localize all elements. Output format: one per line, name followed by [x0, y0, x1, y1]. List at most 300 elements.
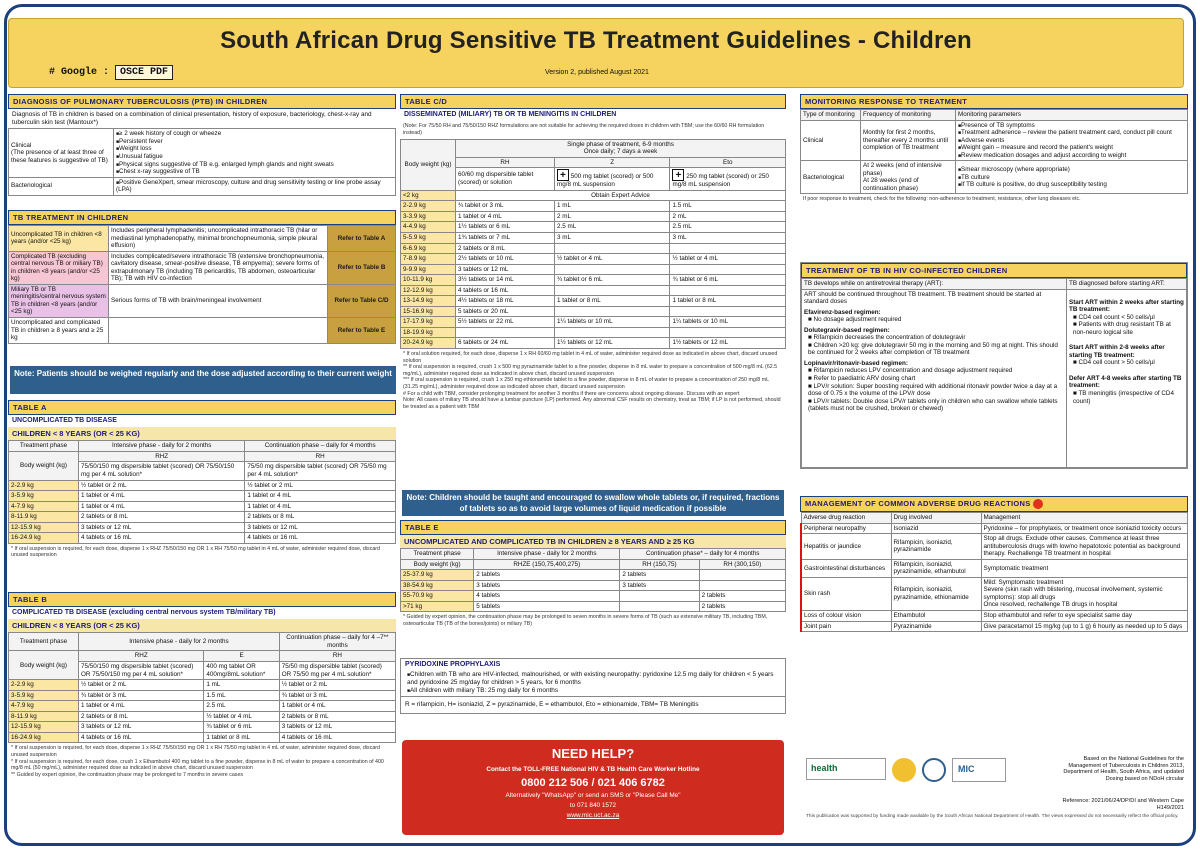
table-row: [401, 211, 786, 222]
diagnosis-title: DIAGNOSIS OF PULMONARY TUBERCULOSIS (PTB) IN CHILDREN: [8, 94, 396, 109]
table-row: [401, 264, 786, 275]
tbtreat-cat: Uncomplicated TB in children <8 years (and/or <25 kg): [9, 226, 109, 252]
dose-cell: 1 tablet or 8 mL: [554, 296, 670, 307]
dose-cell: 3 tablets or 12 mL: [79, 722, 204, 733]
dose-cell: [670, 327, 786, 338]
ta-bw: Body weight (kg): [9, 451, 79, 480]
pyridoxine: [400, 658, 786, 714]
adverse-drug: Rifampicin, isoniazid, pyrazinamide: [891, 534, 981, 560]
note-swallow: Note: Children should be taught and encouraged to swallow whole tablets or, if required, fractions of tablets so as to avoid large volumes of liquid medication if possible: [402, 490, 784, 516]
te-rh2: RH (300,150): [699, 559, 785, 570]
adverse-title: MANAGEMENT OF COMMON ADVERSE DRUG REACTIONS: [800, 496, 1188, 512]
hiv-left-heading: Lopinavir/ritonavir-based regimen:: [804, 359, 908, 367]
dose-cell: ½ tablet or 4 mL: [204, 711, 279, 722]
dose-cell: 2 tablets or 8 mL: [79, 711, 204, 722]
adverse-drug: Isoniazid: [891, 523, 981, 534]
dose-cell: 2 tablets or 8 mL: [279, 711, 395, 722]
weight-cell: 3-5.9 kg: [9, 690, 79, 701]
dose-cell: 1½ tablets or 12 mL: [670, 338, 786, 349]
hiv-right: [1067, 289, 1187, 467]
dose-cell: 3 tablets or 12 mL: [456, 264, 555, 275]
hiv-right-bullet: ■ TB meningitis (irrespective of CD4 count): [1073, 390, 1174, 405]
dose-cell: [554, 327, 670, 338]
note-weigh: Note: Patients should be weighed regularly and the dose adjusted according to their current weight: [10, 366, 396, 394]
table-row: [401, 327, 786, 338]
weight-cell: 18-19.9 kg: [401, 327, 456, 338]
table-row: [401, 243, 786, 254]
weight-cell: 16-24.9 kg: [9, 732, 79, 743]
tbtreat-cat: Miliary TB or TB meningitis/central nervous system TB in children <8 years (and/or <25 kg): [9, 284, 109, 317]
dose-cell: 2 tablets or 8 mL: [456, 243, 555, 254]
tb-rh: RH: [279, 651, 395, 662]
adverse-reaction: Loss of colour vision: [801, 611, 891, 622]
dose-cell: ½ tablet or 2 mL: [245, 480, 396, 491]
hiv-h1: TB develops while on antiretroviral therapy (ART):: [802, 279, 1067, 290]
tbtreat-row: [9, 251, 396, 284]
tbtreat-cat: Complicated TB (excluding central nervous TB or miliary TB) in children <8 years (and/or <25 kg): [9, 251, 109, 284]
clinical-item: ■ Chest x-ray suggestive of TB: [116, 168, 393, 176]
tb-e-form: 400 mg tablet OR 400mg/8mL solution*: [204, 662, 279, 680]
table-row: [801, 577, 1188, 610]
tbtreat-row: [9, 284, 396, 317]
table-cd-note: * If oral solution required, for each dose, disperse 1 x RH 60/60 mg tablet in 4 mL of water, administer required dose as indicated in above chart, discard unused solution ** If oral suspension is required, crush 1 x 500 mg pyrazinamide tablet to a fine powder, disperse in 8 mL water to prepare a concentration of 500 mg/8 mL (62.5 mg/mL), administer required dose as indicated in above chart, discard unused suspension *** If oral suspension is required, crush 1 x 250 mg ethionamide tablet to a fine powder, disperse in 8 mL of water to prepare a concentration of 250 mg/8 mL (31.25 mg/mL), administer required dose as indicated above chart, discard unused suspension # For a child with TBM, consider prolonging treatment for another 3 months if there are concerns about ongoing disease. Discuss with an expert Note: All cases of miliary TB should have a lumbar puncture (LP) performed. Any abnormal CSF results on chemistry, treat as TBM; if LP is not performed, should be treated as a patient with TBM: [403, 351, 781, 410]
table-b-grid: [8, 632, 396, 743]
hiv-left-bullet: ■ No dosage adjustment required: [808, 316, 902, 324]
adverse-management: Give paracetamol 15 mg/kg (up to 1 g) 6 hourly as needed up to 5 days: [981, 621, 1188, 632]
dose-cell: 3½ tablets or 14 mL: [456, 275, 555, 286]
table-row: [9, 522, 396, 533]
monitor-param-item: ■ Review medication dosages and adjust according to weight: [958, 152, 1185, 160]
tbtreat-ref[interactable]: Refer to Table B: [328, 251, 396, 284]
table-a: [8, 400, 396, 561]
dose-cell: ¾ tablet or 3 mL: [279, 690, 395, 701]
hiv-title: TREATMENT OF TB IN HIV CO-INFECTED CHILDREN: [801, 263, 1187, 278]
adverse-reaction: Peripheral neuropathy: [801, 523, 891, 534]
weight-cell: 4-7.9 kg: [9, 501, 79, 512]
dose-cell: 2 tablets: [699, 601, 785, 612]
weight-cell: 4-4.9 kg: [401, 222, 456, 233]
dose-cell: 1.5 mL: [204, 690, 279, 701]
table-row: [9, 711, 396, 722]
dose-cell: 4 tablets or 16 mL: [79, 732, 204, 743]
help-line1: Contact the TOLL-FREE National HIV & TB Health Care Worker Hotline: [486, 765, 700, 773]
table-row: [401, 232, 786, 243]
plus-icon: +: [672, 169, 684, 181]
dose-cell: 5 tablets: [474, 601, 620, 612]
table-row: [9, 722, 396, 733]
google-key: OSCE PDF: [115, 65, 173, 80]
dose-cell: 1 tablet or 8 mL: [670, 296, 786, 307]
tb-rh-form: 75/50 mg dispersible tablet (scored) OR 75/50 mg per 4 mL solution*: [279, 662, 395, 680]
table-b-title: TABLE B: [8, 592, 396, 607]
table-row: [401, 201, 786, 212]
adverse-management: Stop ethambutol and refer to eye specialist same day: [981, 611, 1188, 622]
hiv-right-heading: Start ART within 2 weeks after starting TB treatment:: [1069, 298, 1184, 314]
clinical-item: ■ Physical signs suggestive of TB e.g. enlarged lymph glands and night sweats: [116, 161, 393, 169]
tbtreat-row: [9, 226, 396, 252]
tb-h3: Continuation phase – daily for 4 –7** months: [279, 633, 395, 651]
table-row: [401, 275, 786, 286]
dose-cell: [670, 243, 786, 254]
weight-cell: 8-11.9 kg: [9, 512, 79, 523]
hiv-left-heading: Dolutegravir-based regimen:: [804, 326, 890, 334]
adverse-management: Stop all drugs. Exclude other causes. Commence at least three antituberculosis drugs with low/no hepatotoxic potential as background therapy. Rechallenge TB treatment in hospital: [981, 534, 1188, 560]
monitor-params: [956, 161, 1188, 194]
table-row: [9, 533, 396, 544]
monitor-param-item: ■ TB culture: [958, 174, 1185, 182]
dose-cell: 1½ tablets or 12 mL: [554, 338, 670, 349]
dose-cell: 1 tablet or 8 mL: [204, 732, 279, 743]
table-row: [401, 306, 786, 317]
university-icon: [922, 758, 946, 782]
pyridoxine-title: PYRIDOXINE PROPHYLAXIS: [405, 661, 501, 668]
footer-disclaimer: This publication was supported by funding made available by the South African National Department of Health. The views expressed do not necessarily reflect the official policy.: [806, 814, 1179, 819]
weight-cell: 2-2.9 kg: [9, 680, 79, 691]
weight-cell: 15-16.9 kg: [401, 306, 456, 317]
table-a-title: TABLE A: [8, 400, 396, 415]
tbtreat-desc: Includes complicated/severe intrathoracic TB (extensive bronchopneumonia, cavitatory disease, smear-positive disease, TB empyema); severe forms of extrapulmonary TB (including TB pericarditis, TB abdomen, osteoarticular TB); TB with HIV co-infection: [109, 251, 328, 284]
mic-logo: MIC: [952, 758, 1006, 782]
table-e-grid: [400, 548, 786, 612]
weight-cell: 20-24.9 kg: [401, 338, 456, 349]
monitor-param-item: ■ Presence of TB symptoms: [958, 122, 1185, 130]
te-rh1: RH (150,75): [620, 559, 699, 570]
ta-rh: RH: [245, 451, 396, 462]
footer-based: Based on the National Guidelines for the Management of Tuberculosis in Children 2013, Department of Health, South Africa, and updated Dosing based on NDoH circular: [1063, 756, 1184, 783]
dose-cell: 2.5 mL: [554, 222, 670, 233]
dose-cell: 1¾ tablets or 7 mL: [456, 232, 555, 243]
hiv-left-bullet: ■ Rifampicin decreases the concentration of dolutegravir: [808, 334, 966, 342]
weight-cell: 12-12.9 kg: [401, 285, 456, 296]
dose-cell: 4 tablets: [474, 591, 620, 602]
help-line3: Alternatively "WhatsApp" or send an SMS or "Please Call Me": [505, 792, 681, 800]
weight-cell: 7-8.9 kg: [401, 254, 456, 265]
table-e-note: * Guided by expert opinion, the continuation phase may be prolonged to seven months in severe forms of TB (such as extensive military TB, including TBM, osteoarticular TB (TB of the bones/joints) or miliary TB): [403, 614, 768, 627]
dose-cell: 2 tablets: [474, 570, 620, 581]
dose-cell: 5½ tablets or 22 mL: [456, 317, 555, 328]
dose-cell: ¾ tablet or 6 mL: [554, 275, 670, 286]
monitor-title: MONITORING RESPONSE TO TREATMENT: [800, 94, 1188, 109]
dose-cell: 3 tablets or 12 mL: [79, 522, 245, 533]
tbtreat-cat: Uncomplicated and complicated TB in children ≥ 8 years and ≥ 25 kg: [9, 318, 109, 344]
dose-cell: [699, 570, 785, 581]
weight-cell: 6-6.9 kg: [401, 243, 456, 254]
adverse-drug: Ethambutol: [891, 611, 981, 622]
dose-cell: 1 mL: [204, 680, 279, 691]
page-title: South African Drug Sensitive TB Treatment Guidelines - Children: [220, 27, 972, 54]
dose-cell: 6 tablets or 24 mL: [456, 338, 555, 349]
footer-ref: Reference: 2021/06/24/DP/DI and Western Cape H149/2021: [1062, 798, 1184, 811]
table-b-sub: COMPLICATED TB DISEASE (excluding central nervous system TB/military TB): [12, 609, 276, 616]
table-e: [400, 520, 786, 630]
tcd-rh-form: 60/60 mg dispersible tablet (scored) or solution: [456, 168, 555, 191]
weight-cell: 4-7.9 kg: [9, 701, 79, 712]
clinical-item: ■ Persistent fever: [116, 138, 393, 146]
weight-cell: 5-5.9 kg: [401, 232, 456, 243]
table-row: [801, 559, 1188, 577]
clinical-label: Clinical (The presence of at least three of these features is suggestive of TB): [9, 129, 114, 177]
dose-cell: 5 tablets or 20 mL: [456, 306, 555, 317]
weight-cell: 12-15.9 kg: [9, 522, 79, 533]
hiv-left: [802, 289, 1067, 467]
dose-cell: 1 tablet or 4 mL: [279, 701, 395, 712]
monitoring-section: [800, 94, 1188, 205]
health-logo: health: [806, 758, 886, 780]
table-cd-sub: DISSEMINATED (MILIARY) TB OR TB MENINGITIS IN CHILDREN: [404, 111, 617, 118]
dose-cell: [554, 243, 670, 254]
dose-cell: 1½ tablets or 6 mL: [456, 222, 555, 233]
table-row: [801, 611, 1188, 622]
weight-cell: 3-3.9 kg: [401, 211, 456, 222]
help-box: [402, 740, 784, 835]
monitor-param-item: ■ If TB culture is positive, do drug susceptibility testing: [958, 181, 1185, 189]
table-row: [9, 491, 396, 502]
diagnosis-section: [8, 94, 396, 196]
adverse-drug: Rifampicin, isoniazid, pyrazinamide, ethionamide: [891, 577, 981, 610]
bact-text: ■ Positive GeneXpert, smear microscopy, culture and drug sensitivity testing or line probe assay (LPA): [116, 179, 393, 194]
hiv-section: [800, 262, 1188, 469]
table-row: [401, 338, 786, 349]
abbrev: R = rifampicin, H= isoniazid, Z = pyrazinamide, E = ethambutol, Eto = ethionamide, TBM= TB Meningitis: [401, 696, 785, 713]
table-b-sub2: CHILDREN < 8 YEARS (OR < 25 KG): [8, 619, 396, 632]
dose-cell: [670, 264, 786, 275]
dose-cell: ½ tablet or 4 mL: [554, 254, 670, 265]
tcd-z: Z: [554, 157, 670, 168]
tbtreat-desc: [109, 318, 328, 344]
alert-icon: [1033, 499, 1043, 509]
table-row: [801, 523, 1188, 534]
monitor-type: Bacteriological: [801, 161, 861, 194]
dose-cell: [554, 264, 670, 275]
dose-cell: 2 tablets: [620, 570, 699, 581]
table-b: [8, 592, 396, 780]
dose-cell: [554, 306, 670, 317]
monitor-params: [956, 120, 1188, 161]
table-cd-title: TABLE C/D: [400, 94, 786, 109]
dose-cell: 3 mL: [670, 232, 786, 243]
ta-h1: Treatment phase: [9, 441, 79, 452]
monitor-param-item: ■ Smear microscopy (where appropriate): [958, 166, 1185, 174]
dose-cell: [620, 591, 699, 602]
monitor-header: Monitoring parameters: [956, 110, 1188, 121]
google-tag: # Google : OSCE PDF: [49, 67, 173, 79]
hiv-left-bullet: ■ LPV/r tablets: Double dose LPV/r tablets only in children who can swallow whole tablets (tablets must not be crushed, broken or chewed): [808, 397, 1058, 413]
dose-cell: 2.5 mL: [204, 701, 279, 712]
dose-cell: 4 tablets or 16 mL: [79, 533, 245, 544]
adverse-reaction: Joint pain: [801, 621, 891, 632]
dose-cell: [456, 327, 555, 338]
table-a-note: * If oral suspension is required, for each dose, disperse 1 x RHZ 75/50/150 mg OR 1 x RH 75/50 mg tablet in 4 mL of water, administer required dose, discard unused suspension: [11, 545, 381, 559]
dose-cell: [620, 601, 699, 612]
weight-cell: 38-54.9 kg: [401, 580, 474, 591]
adverse-table: [800, 512, 1188, 632]
dose-cell: 1 tablet or 4 mL: [245, 491, 396, 502]
table-row: [9, 501, 396, 512]
pyridoxine-item: ■ All children with miliary TB: 25 mg daily for 6 months: [407, 687, 781, 695]
dose-cell: 1¼ tablets or 10 mL: [670, 317, 786, 328]
tb-h2: Intensive phase - daily for 2 months: [79, 633, 280, 651]
monitor-note: If poor response to treatment, check for the following: non-adherence to treatment, resistance, other lung diseases etc.: [803, 196, 1081, 203]
hiv-right-heading: Defer ART 4-8 weeks after starting TB treatment:: [1069, 374, 1182, 390]
tbtreat-desc: Includes peripheral lymphadenitis; uncomplicated intrathoracic TB (hilar or mediastinal lymphadenopathy, minimal bronchopneumonia, simple pleural effusion): [109, 226, 328, 252]
table-row: [9, 680, 396, 691]
weight-cell: <2 kg: [401, 190, 456, 201]
pyridoxine-list: [401, 671, 785, 696]
dose-cell: 1 tablet or 4 mL: [245, 501, 396, 512]
clinical-item: ■ Unusual fatigue: [116, 153, 393, 161]
dose-cell: 3 mL: [554, 232, 670, 243]
monitor-param-item: ■ Adverse events: [958, 137, 1185, 145]
tb-treatment-section: [8, 210, 396, 344]
dose-cell: 4½ tablets or 18 mL: [456, 296, 555, 307]
tbtreat-ref[interactable]: Refer to Table A: [328, 226, 396, 252]
te-h1: Treatment phase: [401, 549, 474, 560]
table-row: [401, 222, 786, 233]
adverse-header: Management: [981, 513, 1188, 524]
tbtreat-ref[interactable]: Refer to Table C/D: [328, 284, 396, 317]
tcd-eto-form: + 250 mg tablet (scored) or 250 mg/8 mL suspension: [670, 168, 786, 191]
dose-cell: 3 tablets or 12 mL: [279, 722, 395, 733]
table-row: [9, 732, 396, 743]
help-phone[interactable]: 0800 212 506 / 021 406 6782: [521, 777, 665, 790]
hiv-left-bullet: ■ LPV/r solution: Super boosting required with additional ritonavir powder twice a day at a dose of 0.75 x the volume of the LPV/r dose: [808, 382, 1058, 398]
help-url[interactable]: www.mic.uct.ac.za: [566, 811, 620, 819]
tcd-z-form: + 500 mg tablet (scored) or 500 mg/8 mL suspension: [554, 168, 670, 191]
table-cd: [400, 94, 786, 412]
monitor-freq: Monthly for first 2 months, thereafter every 2 months until completion of TB treatment: [861, 120, 956, 161]
adverse-management: Pyridoxine – for prophylaxis, or treatment once isoniazid toxicity occurs: [981, 523, 1188, 534]
adverse-header: Adverse drug reaction: [801, 513, 891, 524]
weight-cell: 16-24.9 kg: [9, 533, 79, 544]
hiv-right-bullet: ■ CD4 cell count < 50 cells/µl: [1073, 313, 1155, 321]
dose-cell: 2.5 mL: [670, 222, 786, 233]
table-cd-note-top: (Note: For 75/50 RH and 75/50/150 RHZ formulations are not suitable for achieving the required doses in children with TBM; use the 60/60 RH formulation instead): [403, 123, 765, 136]
weight-cell: 10-11.9 kg: [401, 275, 456, 286]
ta-h3: Continuation phase – daily for 4 months: [245, 441, 396, 452]
dose-cell: 1 tablet or 4 mL: [79, 501, 245, 512]
dose-cell: 3 tablets or 12 mL: [245, 522, 396, 533]
expert-cell: Obtain Expert Advice: [456, 190, 786, 201]
adverse-header: Drug involved: [891, 513, 981, 524]
table-row: [401, 601, 786, 612]
hiv-left-bullet: ■ Refer to paediatric ARV dosing chart: [808, 375, 916, 383]
dose-cell: 2 mL: [670, 211, 786, 222]
bact-label: Bacteriological: [9, 177, 114, 195]
table-a-sub2: CHILDREN < 8 YEARS (OR < 25 KG): [8, 427, 396, 440]
table-cd-grid: [400, 139, 786, 349]
table-b-note: * If oral suspension is required, for each dose, disperse 1 x RHZ 75/50/150 mg OR 1 x RH 75/50 mg tablet in 4 mL of water, administer required dose, discard unused suspension * If oral suspension is required, for each dose, crush 1 x Ethambutol 400 mg tablet to a fine powder, disperse in 8 mL of water to prepare a concentration of 400 mg/8 mL (50 mg/mL), administer required dose as indicated in above chart, discard unused suspension ** Guided by expert opinion, the continuation phase may be prolonged to 7 months in severe cases: [11, 745, 384, 778]
table-row: [401, 285, 786, 296]
weight-cell: 2-2.9 kg: [9, 480, 79, 491]
adverse-section: [800, 496, 1188, 632]
clinical-item: ■ ≥ 2 week history of cough or wheeze: [116, 130, 393, 138]
dose-cell: 1 tablet or 4 mL: [456, 211, 555, 222]
dose-cell: 1 tablet or 4 mL: [79, 491, 245, 502]
dose-cell: 1 tablet or 4 mL: [79, 701, 204, 712]
dose-cell: ¾ tablet or 3 mL: [456, 201, 555, 212]
dose-cell: 1 mL: [554, 201, 670, 212]
table-row: [9, 690, 396, 701]
tbtreat-ref[interactable]: Refer to Table E: [328, 318, 396, 344]
table-a-sub: UNCOMPLICATED TB DISEASE: [12, 417, 117, 424]
clinical-list: [116, 130, 393, 175]
weight-cell: 25-37.9 kg: [401, 570, 474, 581]
table-row: [401, 317, 786, 328]
monitor-header: Frequency of monitoring: [861, 110, 956, 121]
help-title: NEED HELP?: [551, 746, 635, 761]
dose-cell: [670, 285, 786, 296]
ta-rhz-form: 75/50/150 mg dispersible tablet (scored) OR 75/50/150 mg per 4 mL solution*: [79, 462, 245, 480]
ta-h2: Intensive phase - daily for 2 months: [79, 441, 245, 452]
table-row: [9, 512, 396, 523]
dose-cell: ½ tablet or 2 mL: [79, 480, 245, 491]
table-row: [401, 254, 786, 265]
dose-cell: ½ tablet or 2 mL: [279, 680, 395, 691]
dose-cell: 4 tablets or 16 mL: [279, 732, 395, 743]
dose-cell: ½ tablet or 4 mL: [670, 254, 786, 265]
dose-cell: 3 tablets: [620, 580, 699, 591]
dose-cell: 2½ tablets or 10 mL: [456, 254, 555, 265]
weight-cell: 13-14.9 kg: [401, 296, 456, 307]
tbtreat-row: [9, 318, 396, 344]
adverse-drug: Pyrazinamide: [891, 621, 981, 632]
hiv-h2: TB diagnosed before starting ART:: [1067, 279, 1187, 290]
plus-icon: +: [557, 169, 569, 181]
weight-cell: >71 kg: [401, 601, 474, 612]
dose-cell: 2 tablets or 8 mL: [245, 512, 396, 523]
ta-rhz: RHZ: [79, 451, 245, 462]
dose-cell: ¾ tablet or 6 mL: [670, 275, 786, 286]
tb-e: E: [204, 651, 279, 662]
dose-cell: ¾ tablet or 6 mL: [204, 722, 279, 733]
weight-cell: 55-70.9 kg: [401, 591, 474, 602]
dose-cell: ½ tablet or 2 mL: [79, 680, 204, 691]
table-row: [9, 480, 396, 491]
weight-cell: 12-15.9 kg: [9, 722, 79, 733]
dose-cell: 4 tablets or 16 mL: [456, 285, 555, 296]
weight-cell: 8-11.9 kg: [9, 711, 79, 722]
hiv-left-text: ART should be continued throughout TB treatment. TB treatment should be started at standard doses: [804, 290, 1042, 306]
tcd-bw: Body weight (kg): [401, 139, 456, 190]
monitor-table: [800, 109, 1188, 194]
tb-rhz-form: 75/50/150 mg dispersible tablet (scored) OR 75/50/150 mg per 4 mL solution*: [79, 662, 204, 680]
table-row: [801, 621, 1188, 632]
version: Version 2, published August 2021: [545, 69, 649, 76]
tbtreat-title: TB TREATMENT IN CHILDREN: [8, 210, 396, 225]
table-row: [801, 120, 1188, 161]
monitor-type: Clinical: [801, 120, 861, 161]
monitor-param-item: ■ Treatment adherence – review the patient treatment card, conduct pill count: [958, 129, 1185, 137]
table-row: [9, 701, 396, 712]
ribbon-icon: [892, 758, 916, 782]
te-h3: Continuation phase* – daily for 4 months: [620, 549, 786, 560]
tcd-eto: Eto: [670, 157, 786, 168]
ta-rh-form: 75/50 mg dispersible tablet (scored) OR 75/50 mg per 4 mL solution*: [245, 462, 396, 480]
dose-cell: 1¼ tablets or 10 mL: [554, 317, 670, 328]
table-row: [801, 161, 1188, 194]
weight-cell: 9-9.9 kg: [401, 264, 456, 275]
tcd-phase: Single phase of treatment, 6-9 months Once daily; 7 days a week: [456, 139, 786, 157]
monitor-freq: At 2 weeks (end of intensive phase) At 28 weeks (end of continuation phase): [861, 161, 956, 194]
dose-cell: 2 tablets: [699, 591, 785, 602]
clinical-item: ■ Weight loss: [116, 145, 393, 153]
tbtreat-table: [8, 225, 396, 344]
tb-h1: Treatment phase: [9, 633, 79, 651]
hiv-right-heading: Start ART within 2-8 weeks after starting TB treatment:: [1069, 344, 1165, 359]
pyridoxine-item: ■ Children with TB who are HIV-infected, malnourished, or with existing neuropathy: pyridoxine 12.5 mg daily for children < 5 years and pyridoxine 25 mg/day for children > 5 years, for 6 months: [407, 671, 781, 686]
header: [8, 18, 1184, 88]
dose-cell: 3 tablets: [474, 580, 620, 591]
